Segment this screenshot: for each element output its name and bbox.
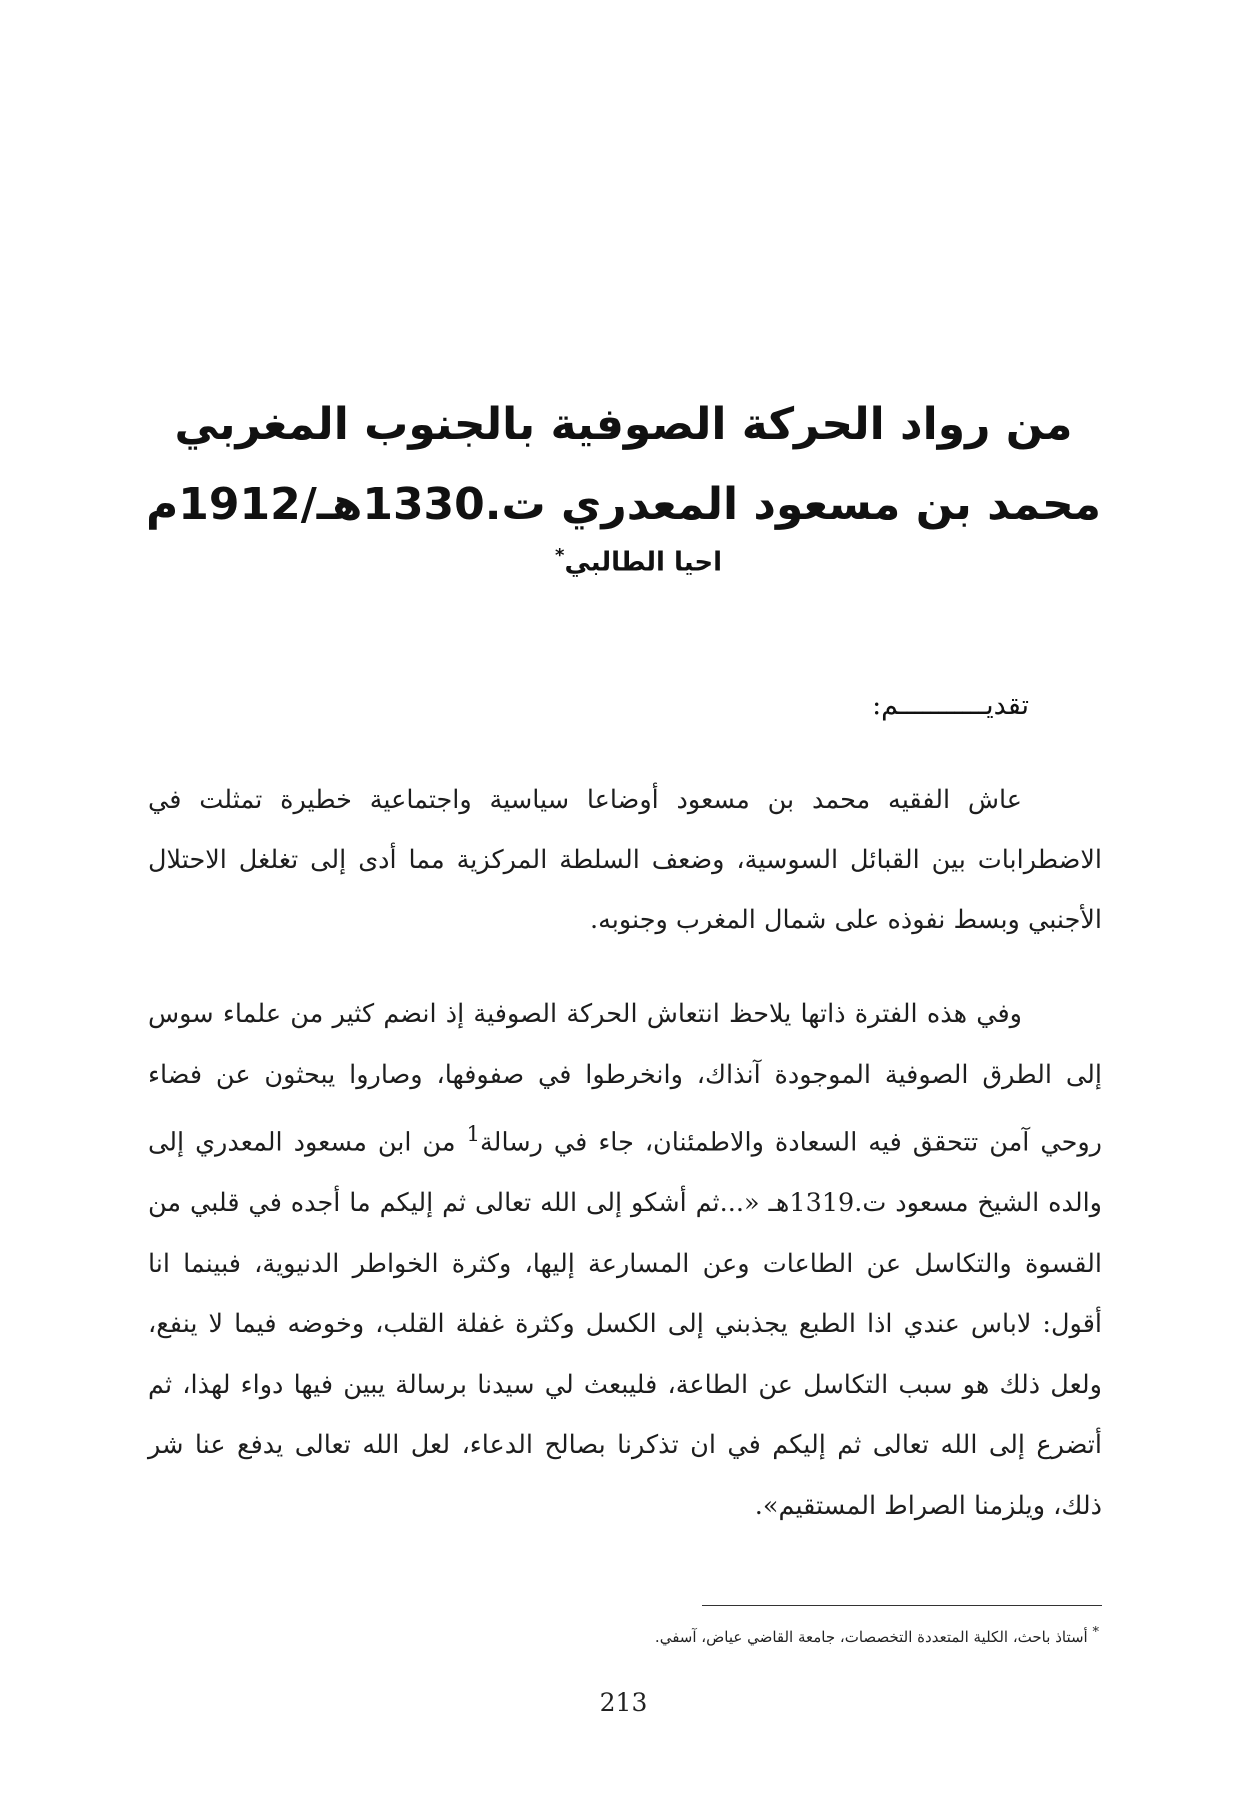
author-name-text: احيا الطالبي <box>564 547 722 578</box>
author-name <box>555 545 722 578</box>
paragraph-2-part-1: وفي هذه الفترة ذاتها يلاحظ انتعاش الحركة الصوفية إذ انضم كثير من علماء سوس إلى الطرق الصوفية الموجودة آنذاك، وانخرطوا في صفوفها، وصاروا يبحثون عن فضاء روحي آمن تتحقق فيه السعادة والاطمئنان، جاء في رسالة <box>148 999 1102 1158</box>
paragraph-2-text <box>148 984 1102 1536</box>
footnote-reference-1: 1 <box>466 1122 481 1147</box>
footnote-marker: * <box>1092 1625 1099 1640</box>
title-block <box>140 385 1107 545</box>
body-paragraph-2 <box>148 984 1102 1536</box>
body-paragraph-1 <box>148 770 1102 950</box>
paragraph-2-part-2: من ابن مسعود المعدري إلى والده الشيخ مسعود ت.1319هـ «...ثم أشكو إلى الله تعالى ثم إليكم ما أجده في قلبي من القسوة والتكاسل عن الطاعات وعن المسارعة إليها، وكثرة الخواطر الدنيوية، فبينما انا أقول: لاباس عندي اذا الطبع يجذبني إلى الكسل وكثرة غفلة القلب، وخوضه فيما لا ينفع، ولعل ذلك هو سبب التكاسل عن الطاعة، فليبعث لي سيدنا برسالة يبين فيها دواء لهذا، ثم أتضرع إلى الله تعالى ثم إليكم في ان تذكرنا بصالح الدعاء، لعل الله تعالى يدفع عنا شر ذلك، ويلزمنا الصراط المستقيم». <box>148 1127 1102 1521</box>
footnote-divider <box>702 1605 1102 1606</box>
section-heading: تقديـــــــــــم: <box>872 690 1029 721</box>
article-title-line-2: محمد بن مسعود المعدري ت.1330هـ/1912م <box>145 479 1102 530</box>
paragraph-1-text: عاش الفقيه محمد بن مسعود أوضاعا سياسية واجتماعية خطيرة تمثلت في الاضطرابات بين القبائل السوسية، وضعف السلطة المركزية مما أدى إلى تغلغل الاحتلال الأجنبي وبسط نفوذه على شمال المغرب وجنوبه. <box>148 785 1102 935</box>
article-title-line-1: من رواد الحركة الصوفية بالجنوب المغربي <box>174 399 1073 450</box>
footnote-text: أستاذ باحث، الكلية المتعددة التخصصات، جامعة القاضي عياض، آسفي. <box>654 1628 1088 1646</box>
page-number: 213 <box>599 1688 648 1717</box>
author-footnote-marker: * <box>555 545 565 566</box>
footnote <box>655 1625 1099 1646</box>
